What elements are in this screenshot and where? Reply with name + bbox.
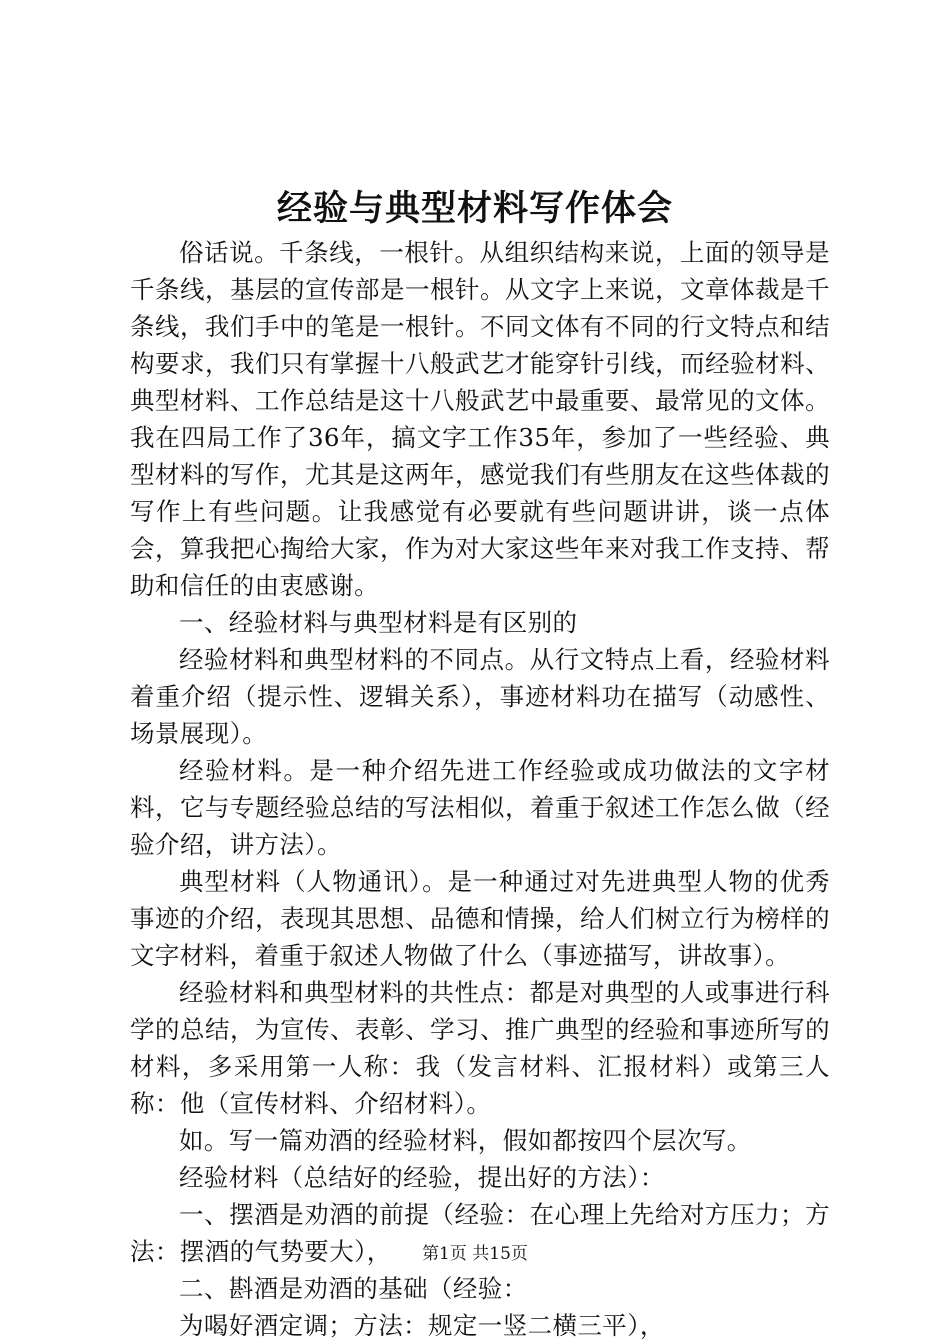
document-title: 经验与典型材料写作体会 [276,188,673,229]
page-footer: 第1页 共15页 [422,1244,528,1264]
document-body [130,234,830,1344]
paragraph-differences: 经验材料和典型材料的不同点。从行文特点上看，经验材料着重介绍（提示性、逻辑关系），事迹材料功在描写（动感性、场景展现）。 [130,645,830,748]
paragraph-example-point-2: 二、斟酒是劝酒的基础（经验： [179,1274,528,1303]
paragraph-section-heading-1: 一、经验材料与典型材料是有区别的 [179,608,578,637]
paragraph-example-point-1: 一、摆酒是劝酒的前提（经验：在心理上先给对方压力；方法：摆酒的气势要大）， [130,1200,830,1266]
paragraph-commonalities: 经验材料和典型材料的共性点：都是对典型的人或事进行科学的总结，为宣传、表彰、学习、推广典型的经验和事迹所写的材料，多采用第一人称：我（发言材料、汇报材料）或第三人称：他（宣传材料、介绍材料）。 [130,978,830,1118]
paragraph-typical-material: 典型材料（人物通讯）。是一种通过对先进典型人物的优秀事迹的介绍，表现其思想、品德和情操，给人们树立行为榜样的文字材料，着重于叙述人物做了什么（事迹描写，讲故事）。 [130,867,830,970]
paragraph-example-intro: 如。写一篇劝酒的经验材料，假如都按四个层次写。 [179,1126,752,1155]
paragraph-experience-material: 经验材料。是一种介绍先进工作经验或成功做法的文字材料，它与专题经验总结的写法相似，着重于叙述工作怎么做（经验介绍，讲方法）。 [130,756,830,859]
paragraph-example-heading: 经验材料（总结好的经验，提出好的方法）： [179,1163,665,1192]
paragraph-example-point-2-cont: 为喝好酒定调；方法：规定一竖二横三平）， [179,1311,665,1340]
paragraph-intro: 俗话说。千条线，一根针。从组织结构来说，上面的领导是千条线，基层的宣传部是一根针。从文字上来说，文章体裁是千条线，我们手中的笔是一根针。不同文体有不同的行文特点和结构要求，我们只有掌握十八般武艺才能穿针引线，而经验材料、典型材料、工作总结是这十八般武艺中最重要、最常见的文体。我在四局工作了36年，搞文字工作35年，参加了一些经验、典型材料的写作，尤其是这两年，感觉我们有些朋友在这些体裁的写作上有些问题。让我感觉有必要就有些问题讲讲，谈一点体会，算我把心掏给大家，作为对大家这些年来对我工作支持、帮助和信任的由衷感谢。 [130,238,830,600]
